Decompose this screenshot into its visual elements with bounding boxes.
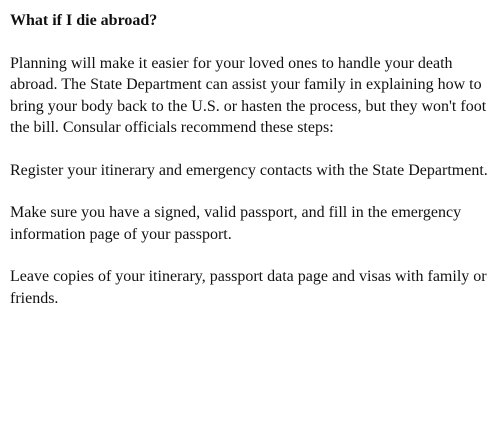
intro-paragraph: Planning will make it easier for your loved ones to handle your death abroad. The State Department can assist your family in explaining how to bring your body back to the U.S. or hasten the process, but they won't foot the bill. Consular officials recommend these steps: [10, 54, 487, 136]
article [10, 10, 494, 330]
step-leave-copies: Leave copies of your itinerary, passport data page and visas with family or friends. [10, 268, 487, 307]
article-heading: What if I die abroad? [10, 12, 158, 29]
step-passport: Make sure you have a signed, valid passport, and fill in the emergency information page of your passport. [10, 204, 462, 243]
step-register-itinerary: Register your itinerary and emergency contacts with the State Department. [10, 161, 488, 179]
